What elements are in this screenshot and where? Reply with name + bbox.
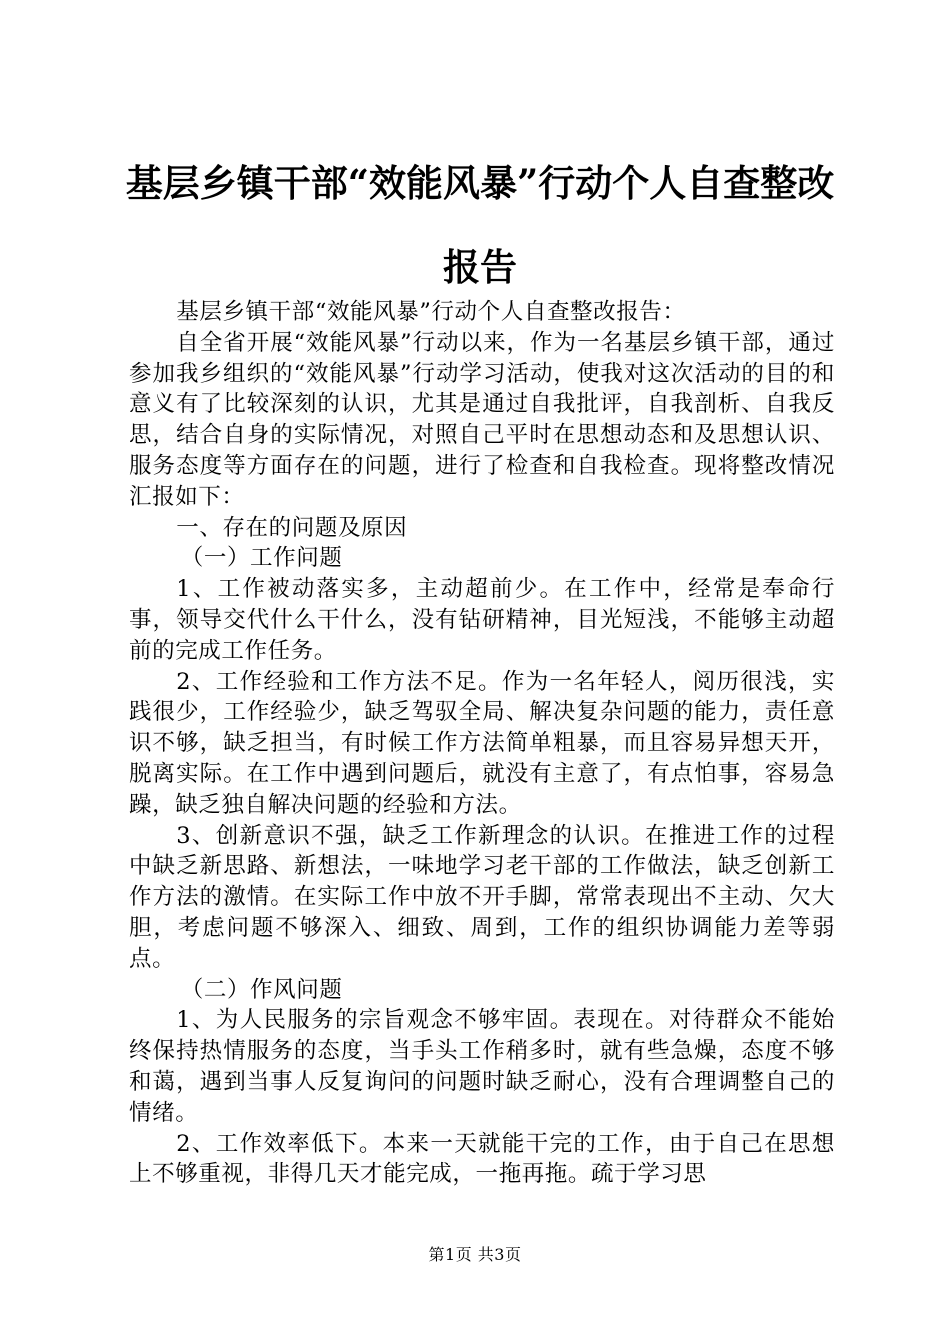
section-heading-problems: 一、存在的问题及原因 <box>176 514 408 541</box>
subsection-heading-work-problems: （一）工作问题 <box>180 545 343 572</box>
work-problem-1-paragraph: 1、工作被动落实多，主动超前少。在工作中，经常是奉命行事，领导交代什么干什么，没有钻研精神，目光短浅，不能够主动超前的完成工作任务。 <box>129 576 835 664</box>
work-problem-3-paragraph: 3、创新意识不强，缺乏工作新理念的认识。在推进工作的过程中缺乏新思路、新想法，一味地学习老干部的工作做法，缺乏创新工作方法的激情。在实际工作中放不开手脚，常常表现出不主动、欠大胆，考虑问题不够深入、细致、周到，工作的组织协调能力差等弱点。 <box>129 822 835 972</box>
report-heading-paragraph: 基层乡镇干部“效能风暴”行动个人自查整改报告： <box>176 299 686 325</box>
page-number-footer: 第1页 共3页 <box>428 1245 522 1264</box>
document-body <box>129 297 835 1190</box>
style-problem-1-paragraph: 1、为人民服务的宗旨观念不够牢固。表现在。对待群众不能始终保持热情服务的态度，当手头工作稍多时，就有些急燥，态度不够和蔼，遇到当事人反复询问的问题时缺乏耐心，没有合理调整自己的情绪。 <box>129 1007 835 1126</box>
work-problem-2-paragraph: 2、工作经验和工作方法不足。作为一名年轻人，阅历很浅，实践很少，工作经验少，缺乏驾驭全局、解决复杂问题的能力，责任意识不够，缺乏担当，有时候工作方法简单粗暴，而且容易异想天开，脱离实际。在工作中遇到问题后，就没有主意了，有点怕事，容易急躁，缺乏独自解决问题的经验和方法。 <box>129 668 835 818</box>
intro-paragraph: 自全省开展“效能风暴”行动以来，作为一名基层乡镇干部，通过参加我乡组织的“效能风暴”行动学习活动，使我对这次活动的目的和意义有了比较深刻的认识，尤其是通过自我批评，自我剖析、自我反思，结合自身的实际情况，对照自己平时在思想动态和及思想认识、服务态度等方面存在的问题，进行了检查和自我检查。现将整改情况汇报如下： <box>129 329 835 510</box>
style-problem-2-paragraph: 2、工作效率低下。本来一天就能干完的工作，由于自己在思想上不够重视，非得几天才能完成，一拖再拖。疏于学习思 <box>129 1130 835 1188</box>
subsection-heading-style-problems: （二）作风问题 <box>180 976 343 1003</box>
document-title-line-2: 报告 <box>443 245 517 289</box>
document-title-line-1: 基层乡镇干部“效能风暴”行动个人自查整改 <box>125 161 835 205</box>
